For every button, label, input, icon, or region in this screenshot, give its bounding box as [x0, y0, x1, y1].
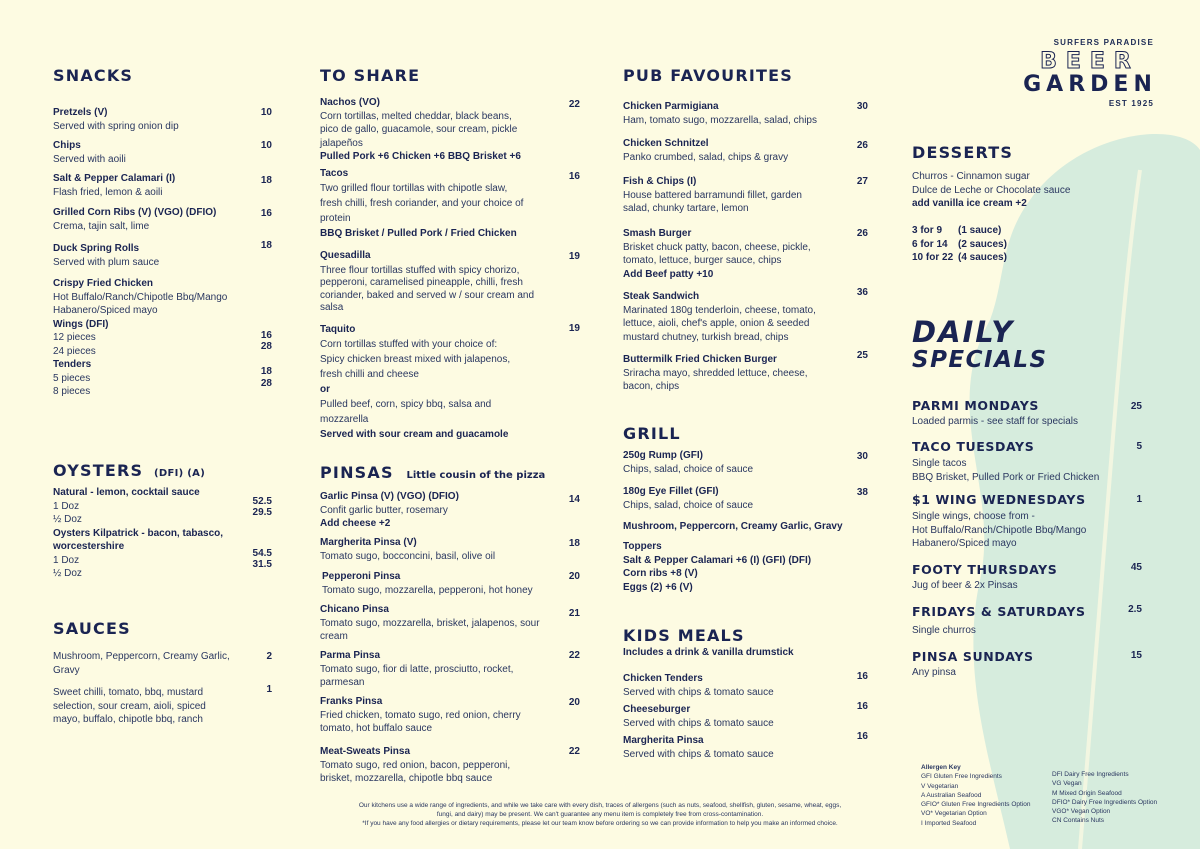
menu-item: Chicano Pinsa Tomato sugo, mozzarella, brisket, jalapenos, sour cream [320, 604, 540, 642]
price: 29.5 [252, 507, 272, 518]
price: 10 [260, 140, 272, 151]
menu-item: Nachos (VO) Corn tortillas, melted cheddar, black beans, pico de gallo, guacamole, sour cream, pickle jalapeños Pulled Pork +6 Chicken +6 BBQ Brisket +6 [320, 97, 521, 162]
menu-item: Crispy Fried Chicken Hot Buffalo/Ranch/Chipotle Bbq/Mango Habanero/Spiced mayo Wings (DFI) 12 pieces 24 pieces Tenders 5 pieces 8 pieces [53, 278, 228, 397]
menu-item: 250g Rump (GFI) Chips, salad, choice of sauce [623, 450, 754, 475]
menu-item: Sweet chilli, tomato, bbq, mustard selection, sour cream, aioli, spiced mayo, buffalo, chipotle bbq, ranch [53, 687, 206, 725]
price: 16 [856, 701, 868, 712]
menu-item: Salt & Pepper Calamari (I) Flash fried, lemon & aoili [53, 173, 176, 198]
logo-beer: BEER [1040, 49, 1140, 74]
menu-item: Mushroom, Peppercorn, Creamy Garlic, Gravy [53, 651, 230, 676]
menu-item: Chicken Tenders Served with chips & tomato sauce [623, 673, 774, 698]
price: 26 [856, 228, 868, 239]
kids-meals-heading: KIDS MEALS [623, 626, 745, 645]
menu-item: Pepperoni Pinsa Tomato sugo, mozzarella, pepperoni, hot honey [322, 571, 533, 596]
menu-item: Margherita Pinsa Served with chips & tomato sauce [623, 735, 774, 760]
price: 18 [260, 175, 272, 186]
menu-item: Fish & Chips (I) House battered barramundi fillet, garden salad, chunky tartare, lemon [623, 176, 802, 214]
special-desc: Single churros [912, 625, 976, 636]
special-desc: Jug of beer & 2x Pinsas [912, 580, 1018, 591]
price: 16 [260, 330, 272, 341]
menu-item: Franks Pinsa Fried chicken, tomato sugo, red onion, cherry tomato, hot buffalo sauce [320, 696, 521, 734]
logo-est: EST 1925 [1108, 99, 1154, 108]
price: 16 [856, 671, 868, 682]
menu-item: Meat-Sweats Pinsa Tomato sugo, red onion, bacon, pepperoni, brisket, mozzarella, chipotle bbq sauce [320, 746, 511, 784]
price: 25 [856, 350, 868, 361]
special-title: TACO TUESDAYS [912, 439, 1035, 454]
menu-item: Quesadilla Three flour tortillas stuffed with spicy chorizo, pepperoni, caramelised pineapple, chilli, fresh coriander, baked and served w / sour cream and salsa [320, 250, 535, 313]
menu-item: Grilled Corn Ribs (V) (VGO) (DFIO) Crema, tajin salt, lime [53, 207, 217, 232]
menu-item: Garlic Pinsa (V) (VGO) (DFIO) Confit garlic butter, rosemary Add cheese +2 [320, 491, 459, 529]
price: 16 [856, 731, 868, 742]
price: 2 [266, 651, 272, 662]
menu-item: Margherita Pinsa (V) Tomato sugo, bocconcini, basil, olive oil [320, 537, 496, 562]
price: 26 [856, 140, 868, 151]
price: 15 [1130, 650, 1142, 661]
grill-sauces: Mushroom, Peppercorn, Creamy Garlic, Gravy [623, 521, 843, 532]
desserts-heading: DESSERTS [912, 143, 1014, 162]
price: 14 [568, 494, 580, 505]
price: 18 [260, 366, 272, 377]
price: 1 [1136, 494, 1142, 505]
oysters-heading: OYSTERS (DFI) (A) [53, 461, 206, 480]
grill-heading: GRILL [623, 424, 681, 443]
pinsas-heading: PINSAS Little cousin of the pizza [320, 463, 546, 482]
price: 21 [568, 608, 580, 619]
daily-specials-title: DAILY SPECIALS [912, 315, 1048, 373]
price: 25 [1130, 401, 1142, 412]
menu-item: Taquito Corn tortillas stuffed with your choice of: Spicy chicken breast mixed with jalapenos, fresh chilli and cheese or Pulled beef, corn, spicy bbq, salsa and mozzarella Served with sour cream and guacamole [320, 324, 511, 440]
special-title: $1 WING WEDNESDAYS [912, 492, 1086, 507]
price: 36 [856, 287, 868, 298]
allergen-disclaimer: Our kitchens use a wide range of ingredients, and while we take care with every dish, traces of allergens (such as nuts, seafood, shellfish, gluten, sesame, wheat, eggs, fungi, and dairy) may be present. We can't guarantee any menu item is completely free from cross-contamination. *If you have any food allergies or dietary requirements, please let our team know before ordering so we can provide information to help you make an informed choice. [358, 802, 842, 827]
special-desc: Single wings, choose from - Hot Buffalo/Ranch/Chipotle Bbq/Mango Habanero/Spiced mayo [912, 511, 1087, 549]
logo-garden: GARDEN [1023, 72, 1157, 97]
sauces-heading: SAUCES [53, 619, 131, 638]
price: 18 [568, 538, 580, 549]
price: 22 [568, 746, 580, 757]
menu-item: Natural - lemon, cocktail sauce 1 Doz ½ Doz Oysters Kilpatrick - bacon, tabasco, worcestershire 1 Doz ½ Doz [53, 487, 224, 579]
price: 31.5 [252, 559, 272, 570]
price: 30 [856, 451, 868, 462]
to-share-heading: TO SHARE [320, 66, 421, 85]
pub-favourites-heading: PUB FAVOURITES [623, 66, 794, 85]
special-desc: Single tacos BBQ Brisket, Pulled Pork or Fried Chicken [912, 458, 1100, 483]
price: 45 [1130, 562, 1142, 573]
price: 27 [856, 176, 868, 187]
price: 54.5 [252, 548, 272, 559]
price: 16 [260, 208, 272, 219]
price: 20 [568, 697, 580, 708]
price: 38 [856, 487, 868, 498]
price: 28 [260, 341, 272, 352]
menu-item: Pretzels (V) Served with spring onion dip [53, 107, 179, 132]
special-desc: Any pinsa [912, 667, 956, 678]
menu-item: Chicken Parmigiana Ham, tomato sugo, mozzarella, salad, chips [623, 101, 817, 126]
special-desc: Loaded parmis - see staff for specials [912, 416, 1079, 427]
menu-item: Parma Pinsa Tomato sugo, fior di latte, prosciutto, rocket, parmesan [320, 650, 514, 688]
price: 16 [568, 171, 580, 182]
menu-item: 180g Eye Fillet (GFI) Chips, salad, choice of sauce [623, 486, 754, 511]
menu-item: Duck Spring Rolls Served with plum sauce [53, 243, 160, 268]
oysters-tag: (DFI) (A) [154, 468, 206, 479]
menu-item: Chips Served with aoili [53, 140, 126, 165]
price: 1 [266, 684, 272, 695]
menu-item: Cheeseburger Served with chips & tomato sauce [623, 704, 774, 729]
special-title: PARMI MONDAYS [912, 398, 1039, 413]
price: 19 [568, 251, 580, 262]
price: 20 [568, 571, 580, 582]
desserts-options: 3 for 9 (1 sauce) 6 for 14 (2 sauces) 10 for 22 (4 sauces) [912, 225, 1007, 263]
price: 30 [856, 101, 868, 112]
price: 22 [568, 650, 580, 661]
price: 22 [568, 99, 580, 110]
menu-item: Chicken Schnitzel Panko crumbed, salad, chips & gravy [623, 138, 789, 163]
special-title: FRIDAYS & SATURDAYS [912, 604, 1086, 619]
special-title: PINSA SUNDAYS [912, 649, 1034, 664]
price: 28 [260, 378, 272, 389]
price: 18 [260, 240, 272, 251]
logo-location: SURFERS PARADISE [1053, 38, 1154, 47]
logo [1020, 38, 1160, 108]
allergen-key-left: Allergen Key GFI Gluten Free Ingredients V Vegetarian A Australian Seafood GFIO* Gluten Free Ingredients Option VO* Vegetarian Option I Imported Seafood [921, 764, 1031, 827]
snacks-heading: SNACKS [53, 66, 134, 85]
menu-item: Steak Sandwich Marinated 180g tenderloin, cheese, tomato, lettuce, aioli, chef's apple, onion & seeded mustard chutney, turkish bread, chips [623, 291, 816, 343]
price: 5 [1136, 441, 1142, 452]
allergen-key-right: DFI Dairy Free Ingredients VG Vegan M Mixed Origin Seafood DFIO* Dairy Free Ingredients Option VGO* Vegan Option CN Contains Nuts [1052, 771, 1158, 825]
special-title: FOOTY THURSDAYS [912, 562, 1058, 577]
menu-item: Smash Burger Brisket chuck patty, bacon, cheese, pickle, tomato, lettuce, burger sauce, chips Add Beef patty +10 [623, 228, 811, 280]
grill-toppers: Toppers Salt & Pepper Calamari +6 (I) (GFI) (DFI) Corn ribs +8 (V) Eggs (2) +6 (V) [623, 541, 812, 593]
price: 10 [260, 107, 272, 118]
pinsas-subtitle: Little cousin of the pizza [406, 470, 546, 481]
kids-subtitle: Includes a drink & vanilla drumstick [623, 647, 794, 658]
desserts-info: Churros - Cinnamon sugar Dulce de Leche or Chocolate sauce add vanilla ice cream +2 [912, 171, 1071, 209]
menu-item: Buttermilk Fried Chicken Burger Sriracha mayo, shredded lettuce, cheese, bacon, chips [623, 354, 808, 392]
price: 52.5 [252, 496, 272, 507]
price: 19 [568, 323, 580, 334]
price: 2.5 [1128, 604, 1142, 615]
menu-item: Tacos Two grilled flour tortillas with chipotle slaw, fresh chilli, fresh coriander, and your choice of protein BBQ Brisket / Pulled Pork / Fried Chicken [320, 168, 524, 239]
